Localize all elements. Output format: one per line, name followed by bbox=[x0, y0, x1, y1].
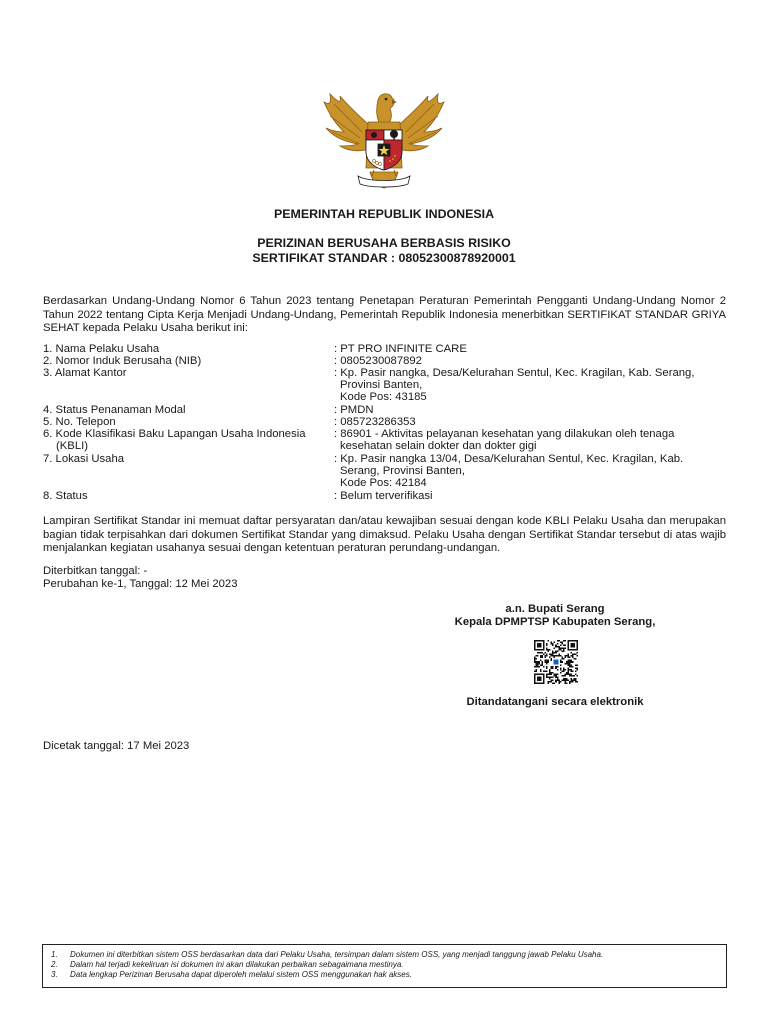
detail-value: : 86901 - Aktivitas pelayanan kesehatan yang dilakukan oleh tenaga kesehatan selain dokter dan dokter gigi bbox=[334, 428, 675, 453]
detail-label: 3. Alamat Kantor bbox=[43, 367, 127, 379]
footnote-box bbox=[42, 944, 727, 988]
permit-title: PERIZINAN BERUSAHA BERBASIS RISIKO bbox=[257, 236, 511, 250]
signatory-line-2: Kepala DPMPTSP Kabupaten Serang, bbox=[454, 616, 656, 628]
detail-label: 4. Status Penanaman Modal bbox=[43, 404, 186, 416]
printed-date: Dicetak tanggal: 17 Mei 2023 bbox=[43, 740, 190, 752]
detail-value: : 0805230087892 bbox=[334, 355, 422, 367]
detail-value: : 085723286353 bbox=[334, 416, 416, 428]
amendment-date: Perubahan ke-1, Tanggal: 12 Mei 2023 bbox=[43, 578, 238, 590]
detail-value: : Kp. Pasir nangka 13/04, Desa/Kelurahan Sentul, Kec. Kragilan, Kab. Serang, Provinsi Banten, Kode Pos: 42184 bbox=[334, 453, 684, 490]
intro-paragraph: Berdasarkan Undang-Undang Nomor 6 Tahun 2023 tentang Penetapan Peraturan Pemerintah Pengganti Undang-Undang Nomor 2 Tahun 2022 tentang Cipta Kerja Menjadi Undang-Undang, Pemerintah Republik Indonesia menerbitkan SERTIFIKAT STANDAR GRIYA SEHAT kepada Pelaku Usaha berikut ini: bbox=[43, 295, 726, 334]
government-heading: PEMERINTAH REPUBLIK INDONESIA bbox=[273, 207, 495, 221]
qr-code-icon bbox=[534, 640, 578, 684]
issued-date: Diterbitkan tanggal: - bbox=[43, 565, 148, 577]
detail-value: : Kp. Pasir nangka, Desa/Kelurahan Sentul, Kec. Kragilan, Kab. Serang, Provinsi Banten, Kode Pos: 43185 bbox=[334, 367, 695, 404]
detail-label: 5. No. Telepon bbox=[43, 416, 116, 428]
detail-label: 7. Lokasi Usaha bbox=[43, 453, 125, 465]
detail-label: 6. Kode Klasifikasi Baku Lapangan Usaha Indonesia (KBLI) bbox=[43, 428, 306, 453]
certificate-number: SERTIFIKAT STANDAR : 08052300878920001 bbox=[252, 251, 516, 265]
detail-label: 2. Nomor Induk Berusaha (NIB) bbox=[43, 355, 202, 367]
detail-label: 8. Status bbox=[43, 490, 88, 502]
detail-value: : PMDN bbox=[334, 404, 374, 416]
footnote-1: 1. Dokumen ini diterbitkan sistem OSS berdasarkan data dari Pelaku Usaha, tersimpan dalam sistem OSS, yang menjadi tanggung jawab Pelaku Usaha. bbox=[51, 950, 604, 959]
detail-value: : PT PRO INFINITE CARE bbox=[334, 343, 467, 355]
closing-paragraph: Lampiran Sertifikat Standar ini memuat daftar persyaratan dan/atau kewajiban sesuai dengan kode KBLI Pelaku Usaha dan merupakan bagian tidak terpisahkan dari dokumen Sertifikat Standar yang dimaksud. Pelaku Usaha dengan Sertifikat Standar tersebut di atas wajib menjalankan kegiatan usahanya sesuai dengan ketentuan peraturan perundang-undangan. bbox=[43, 515, 726, 554]
detail-value: : Belum terverifikasi bbox=[334, 490, 433, 502]
garuda-emblem-icon bbox=[322, 88, 446, 198]
footnote-3: 3. Data lengkap Perizinan Berusaha dapat diperoleh melalui sistem OSS menggunakan hak akses. bbox=[51, 970, 412, 979]
footnote-2: 2. Dalam hal terjadi kekeliruan isi dokumen ini akan dilakukan perbaikan sebagaimana mestinya. bbox=[51, 960, 404, 969]
electronic-signature-note: Ditandatangani secara elektronik bbox=[466, 696, 644, 708]
detail-label: 1. Nama Pelaku Usaha bbox=[43, 343, 160, 355]
signatory-line-1: a.n. Bupati Serang bbox=[505, 603, 605, 615]
